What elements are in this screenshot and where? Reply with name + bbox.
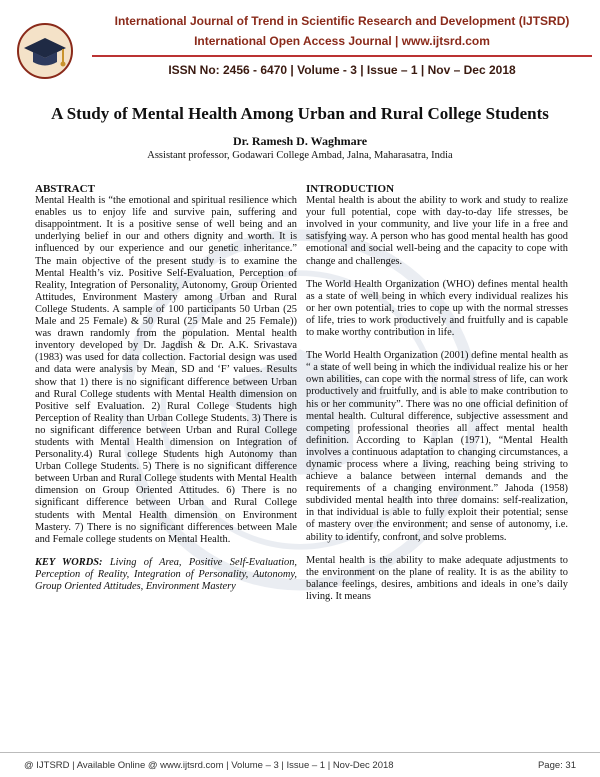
issue-info: ISSN No: 2456 - 6470 | Volume - 3 | Issue – 1 | Nov – Dec 2018 xyxy=(168,63,516,77)
keywords-label: KEY WORDS: xyxy=(35,556,103,568)
abstract-heading: ABSTRACT xyxy=(35,183,95,195)
header-rule xyxy=(92,55,592,57)
introduction-heading: INTRODUCTION xyxy=(306,183,395,195)
intro-paragraph: The World Health Organization (2001) define mental health as “ a state of well being in which the individual realize his or her own abilities, can cope with the normal stress of life, can work productively and fruitfully, and is able to make contribution to his or her community”. There was no one official definition of mental health. Cultural difference, subjective assessment and competing professional theories all affect mental health definition. According to Kaplan (1971), “Mental Health involves a continuous adaptation to changing circumstances, a dynamic process where a living, reaching being striving to achieve a balance between internal demands and the requirements of a changing environment.” Jahoda (1958) subdivided mental health into three domains: self-realization, in that individual is able to fully exploit their potential; sense of mastery over the environment; and sense of autonomy, i.e. ability to identify, confront, and solve problems. xyxy=(306,350,568,543)
journal-type: International Open Access Journal | www.ijtsrd.com xyxy=(194,34,490,48)
right-column xyxy=(306,183,568,603)
page-number: Page: 31 xyxy=(537,760,576,771)
graduation-cap-logo xyxy=(14,22,76,80)
page-footer xyxy=(0,752,600,777)
abstract-body: Mental Health is “the emotional and spiritual resilience which enables us to enjoy life and survive pain, suffering and disappointment. It is a positive sense of well being and an underlying belief in our and others dignity and worth. It is influenced by our experience and our genetic inheritance.” The main objective of the present study is to examine the Mental Health’s viz. Positive Self-Evaluation, Perception of Reality, Integration of Personality, Autonomy, Group Oriented Attitudes, Environment Mastery among Urban and Rural College Students. A sample of 100 participants 50 Urban (25 Male and 25 Female) & 50 Rural (25 Male and 25 Female)) was drawn randomly from the population. Mental health inventory developed by Dr. Jagdish & Dr. A.K. Srivastava (1983) was used for data collection. Factorial design was used and data were analysis by Mean, SD and ‘F’ values. Results show that 1) there is no significant difference between Urban and Rural College students with Mental Health dimension on Positive self Evaluation. 2) Rural College Students high Perception of Reality than Urban College Students. 3) There is no significant difference between Urban and Rural College students with Mental Health dimension on Integration of Personality.4) Rural college Students high Autonomy than Urban College Students. 5) There is no significant difference between Urban and Rural College students with Mental Health dimension on Group Oriented Attitudes. 6) There is no significant difference between Urban and Rural College students with Mental Health dimension on Environment Mastery. 7) There is no significant differences between Male and Female college students on Mental Health. xyxy=(35,195,297,545)
intro-paragraph: Mental health is the ability to make adequate adjustments to the environment on the plane of reality. It is as the ability to balance feelings, desires, ambitions and ideals in one’s daily living. It means xyxy=(306,554,568,602)
left-column xyxy=(35,183,297,593)
author-name: Dr. Ramesh D. Waghmare xyxy=(232,134,368,148)
intro-paragraph: The World Health Organization (WHO) defines mental health as a state of well being in which every individual realizes his or her own potential, tries to cope up with the normal stresses of life, tries to work productively and fruitfully and is capable to make worthy contribution in life. xyxy=(306,278,568,339)
author-affiliation: Assistant professor, Godawari College Ambad, Jalna, Maharasatra, India xyxy=(147,150,453,161)
intro-paragraph: Mental health is about the ability to work and study to realize your full potential, cope with day-to-day life stresses, be involved in your community, and live your life in a free and satisfying way. A person who has good mental health has good emotional and social well-being and the capacity to cope with change and challenges. xyxy=(306,195,568,267)
journal-name: International Journal of Trend in Scientific Research and Development (IJTSRD) xyxy=(114,14,570,28)
keywords xyxy=(35,557,297,593)
journal-header xyxy=(0,0,600,88)
paper-title: A Study of Mental Health Among Urban and Rural College Students xyxy=(51,104,549,123)
footer-citation: @ IJTSRD | Available Online @ www.ijtsrd.com | Volume – 3 | Issue – 1 | Nov-Dec 2018 xyxy=(24,760,394,771)
keywords-text: Living of Area, Positive Self-Evaluation, Perception of Reality, Integration of Personality, Autonomy, Group Oriented Attitudes, Environment Mastery xyxy=(35,556,297,592)
